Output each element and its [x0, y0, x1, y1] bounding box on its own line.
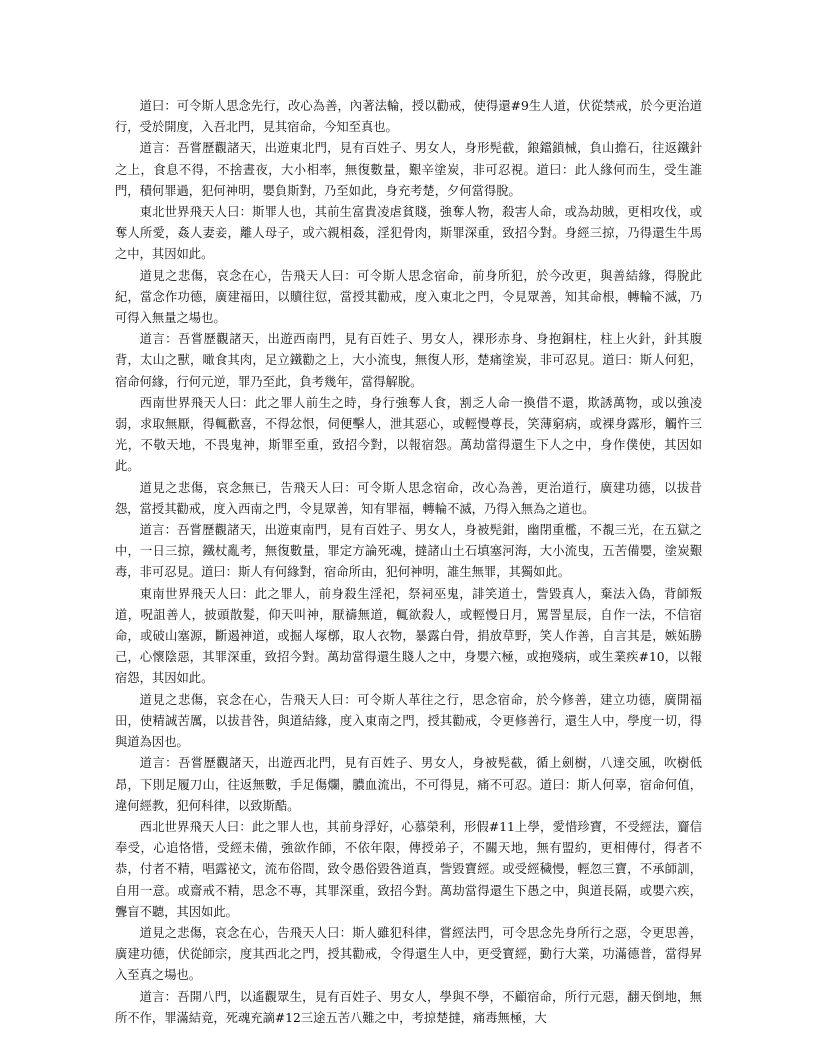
- paragraph: 道言：吾嘗歷觀諸天，出遊東南門，見有百姓子、男女人，身被髡鉗，幽閉重檻，不覩三光，在五獄之中，一日三掠，鐵杖亂考，無復數量，罪定方論死魂，撻諸山土石填塞河海，大小流曳，五苦備嬰，塗炭艱毒，非可忍見。道曰：斯人有何緣對，宿命所由，犯何神明，誰生無罪，其獨如此。: [115, 523, 702, 580]
- paragraph: 東南世界飛天人曰：此之罪人，前身殺生淫祀，祭祠巫鬼，誹笑道士，訾毀真人，棄法入偽，背師叛道，呪詛善人，披頭散髮，仰天叫神，厭禱無道，輒欲殺人，或輕慢日月，罵詈星辰，自作一法，不信宿命，或破山塞源，斷遏神道，或掘人塚槨，取人衣物，暴露白骨，捐放草野，笑人作善，自言其是，嫉妬勝己，心懷陰惡，其罪深重，致招今對。萬劫當得還生賤人之中，身嬰六極，或抱殘病，或生業疾#10，以報宿怨，其因如此。: [115, 586, 702, 686]
- paragraph: 西北世界飛天人曰：此之罪人也，其前身浮好，心慕榮利，形假#11上學，愛惜珍寶，不受經法，齎信奉受，心追恪惜，受經未備，強欲作師，不依年限，傳授弟子，不關天地，無有盟約，更相傳付，得者不恭，付者不精，唱露祕文，流布俗間，致令愚俗毀咎道真，訾毀寶經。或受經穢慢，輕忽三寶，不承師訓，自用一意。或齋戒不精，思念不專，其罪深重，致招今對。萬劫當得還生下愚之中，與道長隔，或嬰六疾，聾盲不聽，其因如此。: [115, 819, 702, 919]
- paragraph: 道見之悲傷，哀念無已，告飛天人曰：可令斯人思念宿命，改心為善，更治道行，廣建功德，以拔昔怨，當授其勸戒，度入西南之門，令見眾善，知有罪福，轉輪不滅，乃得入無為之道也。: [115, 480, 702, 516]
- paragraph: 道言：吾嘗歷觀諸天，出遊西南門，見有百姓子、男女人，裸形赤身、身抱銅柱，柱上火針，針其腹背，太山之獸，噉食其肉，足立鐵勸之上，大小流曳，無復人形，楚痛塗炭，非可忍見。道曰：斯人何犯，宿命何緣，行何元逆，罪乃至此，負考幾年，當得解脫。: [115, 332, 702, 389]
- paragraph: 道言：吾嘗歷觀諸天，出遊東北門，見有百姓子、男女人，身形髡截，鋃鐺鎖械，負山擔石，往返鐵針之上，食息不得，不捨晝夜，大小相率，無復數量，艱辛塗炭，非可忍視。道曰：此人緣何而生，受生誰門，積何罪過，犯何神明，嬰負斯對，乃至如此，身充考楚，夕何當得脫。: [115, 141, 702, 198]
- paragraph: 東北世界飛天人曰：斯罪人也，其前生富貴凌虐貧賤，強奪人物，殺害人命，或為劫賊，更相攻伐，或奪人所愛，姦人妻妾，離人母子，或六親相姦，淫犯骨肉，斯罪深重，致招今對。身經三掠，乃得還生牛馬之中，其因如此。: [115, 205, 702, 262]
- scripture-text: [115, 96, 702, 1029]
- paragraph: 道見之悲傷，哀念在心，告飛天人曰：可令斯人思念宿命，前身所犯，於今改更，與善結緣，得脫此紀，當念作功德，廣建福田，以贖往愆，當授其勸戒，度入東北之門，令見眾善，知其命根，轉輪不滅，乃可得入無量之場也。: [115, 268, 702, 326]
- paragraph: 道見之悲傷，哀念在心，告飛天人曰：可令斯人革往之行，思念宿命，於今修善，建立功德，廣開福田，使精誠苦厲，以拔昔咎，與道結緣，度入東南之門，授其勸戒，令更修善行，還生人中，學度一切，得與道為因也。: [115, 692, 702, 750]
- paragraph: 道言：吾開八門，以遙觀眾生，見有百姓子、男女人，學與不學，不顧宿命，所行元惡，翻天倒地，無所不作，罪滿結竟，死魂充謫#12三途五苦八難之中，考掠楚撻，痛毒無極，大: [115, 989, 702, 1025]
- paragraph: 道見之悲傷，哀念在心，告飛天人曰：斯人雖犯科律，嘗經法門，可令思念先身所行之惡，令更思善，廣建功德，伏從師宗，度其西北之門，授其勸戒，令得還生人中，更受寶經，勤行大業，功滿德普，當得昇入至真之場也。: [115, 925, 702, 983]
- paragraph: 道曰：可令斯人思念先行，改心為善，內著法輪，授以勸戒，使得還#9生人道，伏從禁戒，於今更治道行，受於開度，入吾北門，見其宿命，今知至真也。: [115, 99, 702, 135]
- paragraph: 西南世界飛天人曰：此之罪人前生之時，身行強奪人食，割乏人命一換借不還，欺誘萬物，或以強凌弱，求取無厭，得輒歡喜，不得忿恨，伺便擊人，泄其惡心，或輕慢尊長，笑薄窮病，或裸身露形，觸忤三光，不敬天地，不畏鬼神，斯罪至重，致招今對，以報宿怨。萬劫當得還生下人之中，身作僕使，其因如此。: [115, 395, 702, 474]
- paragraph: 道言：吾嘗歷觀諸天，出遊西北門，見有百姓子、男女人，身被髡截，循上劍樹，八達交風，吹樹低昂，下則足履刀山，往返無數，手足傷爛，膿血流出，不可得見，痛不可忍。道曰：斯人何辜，宿命何值，違何經教，犯何科律，以致斯酷。: [115, 756, 702, 813]
